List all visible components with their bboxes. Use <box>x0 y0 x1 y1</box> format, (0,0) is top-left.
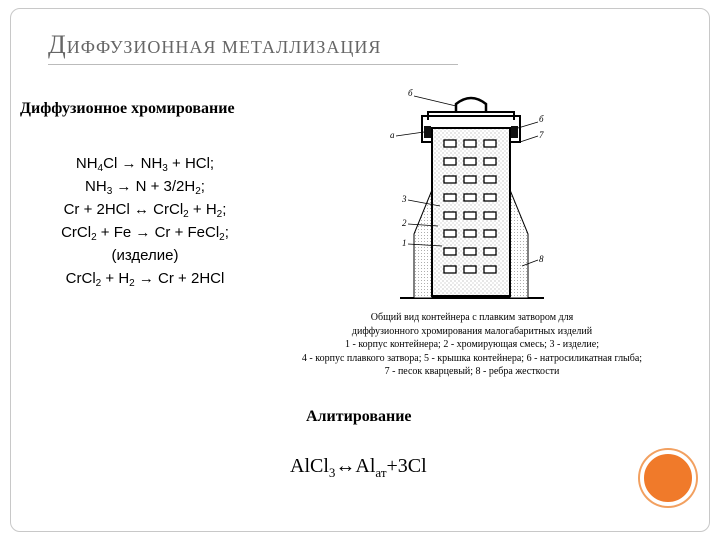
alitizing-heading: Алитирование <box>306 408 412 425</box>
slide-title <box>48 30 381 60</box>
diagram-label: 3 <box>402 194 407 204</box>
chromizing-heading: Диффузионное хромирование <box>20 100 235 117</box>
caption-line: 4 - корпус плавкого затвора; 5 - крышка контейнера; 6 - натросиликатная глыба; <box>301 352 643 364</box>
diagram-label: 8 <box>539 254 544 264</box>
slide-title-rest: ИФФУЗИОННАЯ МЕТАЛЛИЗАЦИЯ <box>66 37 382 57</box>
decorative-orange-circle <box>640 450 696 506</box>
alitizing-equation: $AlCl_3\leftrightarrow Al_{ат}+3Cl$ <box>290 455 427 480</box>
right-rib <box>510 190 528 298</box>
caption-line: 7 - песок кварцевый; 8 - ребра жесткости <box>384 366 560 377</box>
equation-line: CrCl$_2$ + Fe → Cr + FeCl$_2$; <box>61 224 229 243</box>
seal-block-right <box>511 126 518 138</box>
equation-line: $NH_3 \to N + 3/2H_2$; <box>85 178 205 197</box>
diagram-caption <box>262 311 682 379</box>
diagram-label: б <box>539 114 544 124</box>
caption-line: 1 - корпус контейнера; 2 - хромирующая смесь; 3 - изделие; <box>344 339 599 350</box>
seal-block-left <box>424 126 431 138</box>
equation-line: Cr + 2HCl ↔ CrCl$_2$ + $H_2$; <box>63 201 227 220</box>
diagram-label: б <box>408 88 413 98</box>
caption-line: Общий вид контейнера с плавким затвором для <box>370 312 574 323</box>
diagram-label: 2 <box>402 218 407 228</box>
container-diagram <box>378 84 558 304</box>
left-rib <box>414 190 432 298</box>
diagram-label: 1 <box>402 238 407 248</box>
equation-line: CrCl$_2$ + $H_2 \to Cr + 2HCl$ <box>65 270 225 289</box>
chromizing-equations <box>20 152 270 290</box>
title-divider <box>48 64 458 65</box>
lid-handle <box>456 98 486 112</box>
equation-line: $NH_4Cl \to NH_3$ + HCl; <box>75 155 215 174</box>
diagram-label: а <box>390 130 395 140</box>
diagram-label: 7 <box>539 130 544 140</box>
caption-line: диффузионного хромирования малогабаритных изделий <box>351 325 593 337</box>
equation-line: (изделие) <box>111 247 179 264</box>
slide-title-initial: Д <box>48 30 67 59</box>
